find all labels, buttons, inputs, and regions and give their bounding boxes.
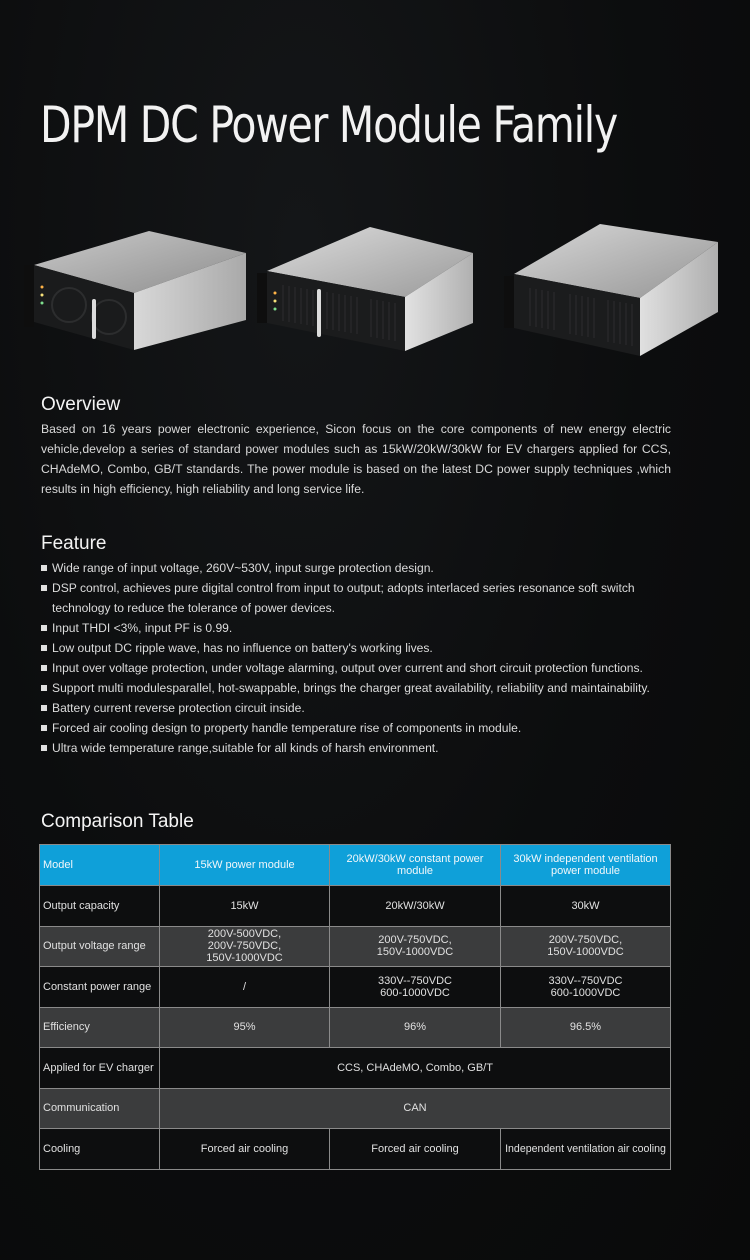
overview-text: Based on 16 years power electronic experience, Sicon focus on the core components of new energy electric vehicle,develop a series of standard power modules such as 15kW/20kW/30kW for EV chargers applied for CCS, CHAdeMO, Combo, GB/T standards. The power module is based on the latest DC power supply techniques ,which results in high efficiency, high reliability and long service life.: [41, 422, 671, 496]
table-cell: 96%: [330, 1007, 501, 1048]
table-cell: /: [160, 967, 330, 1008]
cell-line: 150V-1000VDC: [376, 946, 454, 959]
table-header-cell: 15kW power module: [160, 845, 330, 886]
cell-line: 150V-1000VDC: [206, 952, 283, 965]
feature-item: Input over voltage protection, under voltage alarming, output over current and short circuit protection functions.: [41, 658, 681, 678]
overview-heading: Overview: [41, 394, 121, 415]
feature-item: Forced air cooling design to property handle temperature rise of components in module.: [41, 718, 681, 738]
table-cell: CCS, CHAdeMO, Combo, GB/T: [160, 1048, 671, 1089]
feature-heading: Feature: [41, 533, 107, 554]
table-cell: [501, 967, 671, 1008]
cell-line: 200V-750VDC,: [207, 940, 282, 953]
feature-item: Wide range of input voltage, 260V~530V, input surge protection design.: [41, 558, 681, 578]
feature-item: Support multi modulesparallel, hot-swappable, brings the charger great availability, reliability and maintainability.: [41, 678, 681, 698]
feature-item: Battery current reverse protection circuit inside.: [41, 698, 681, 718]
table-row: [40, 886, 671, 927]
product-images: [0, 215, 750, 365]
table-cell: Forced air cooling: [160, 1129, 330, 1170]
table-cell: Communication: [40, 1088, 160, 1129]
cell-line: 200V-500VDC,: [207, 928, 282, 941]
power-module-20-30kw-image: [255, 223, 480, 358]
feature-item: Low output DC ripple wave, has no influence on battery's working lives.: [41, 638, 681, 658]
table-cell: [501, 926, 671, 967]
table-row: [40, 1048, 671, 1089]
table-cell: Output capacity: [40, 886, 160, 927]
table-cell: 15kW: [160, 886, 330, 927]
cell-line: 330V--750VDC: [548, 974, 623, 987]
table-cell: Cooling: [40, 1129, 160, 1170]
table-row: [40, 926, 671, 967]
page-title: DPM DC Power Module Family: [40, 96, 617, 154]
table-header-cell: Model: [40, 845, 160, 886]
comparison-heading: Comparison Table: [41, 811, 194, 832]
feature-item: Input THDI <3%, input PF is 0.99.: [41, 618, 681, 638]
cell-line: 200V-750VDC,: [548, 934, 623, 947]
table-cell: 30kW: [501, 886, 671, 927]
table-cell: 20kW/30kW: [330, 886, 501, 927]
table-header-row: [40, 845, 671, 886]
table-cell: 95%: [160, 1007, 330, 1048]
table-cell: [330, 967, 501, 1008]
table-row: [40, 1088, 671, 1129]
feature-item: Ultra wide temperature range,suitable for all kinds of harsh environment.: [41, 738, 681, 758]
table-cell: [330, 926, 501, 967]
cell-line: 600-1000VDC: [550, 986, 621, 999]
table-cell: 96.5%: [501, 1007, 671, 1048]
feature-item: DSP control, achieves pure digital control from input to output; adopts interlaced series resonance soft switch technology to reduce the tolerance of power devices.: [41, 578, 681, 618]
table-cell: Independent ventilation air cooling: [501, 1129, 671, 1170]
table-cell: Constant power range: [40, 967, 160, 1008]
table-cell: [160, 926, 330, 967]
table-cell: Forced air cooling: [330, 1129, 501, 1170]
power-module-15kw-image: [24, 225, 249, 355]
table-cell: Output voltage range: [40, 926, 160, 967]
cell-line: 150V-1000VDC: [547, 946, 624, 959]
table-row: [40, 1129, 671, 1170]
cell-line: 600-1000VDC: [380, 986, 450, 999]
cell-line: 330V--750VDC: [378, 974, 452, 987]
table-header-cell: 30kW independent ventilation power module: [501, 845, 671, 886]
table-row: [40, 967, 671, 1008]
cell-line: 200V-750VDC,: [378, 934, 452, 947]
table-cell: Applied for EV charger: [40, 1048, 160, 1089]
comparison-table: [39, 844, 671, 1170]
table-cell: Efficiency: [40, 1007, 160, 1048]
table-row: [40, 1007, 671, 1048]
feature-list: [41, 558, 681, 758]
table-header-cell: 20kW/30kW constant power module: [330, 845, 501, 886]
power-module-30kw-image: [500, 220, 725, 360]
table-cell: CAN: [160, 1088, 671, 1129]
